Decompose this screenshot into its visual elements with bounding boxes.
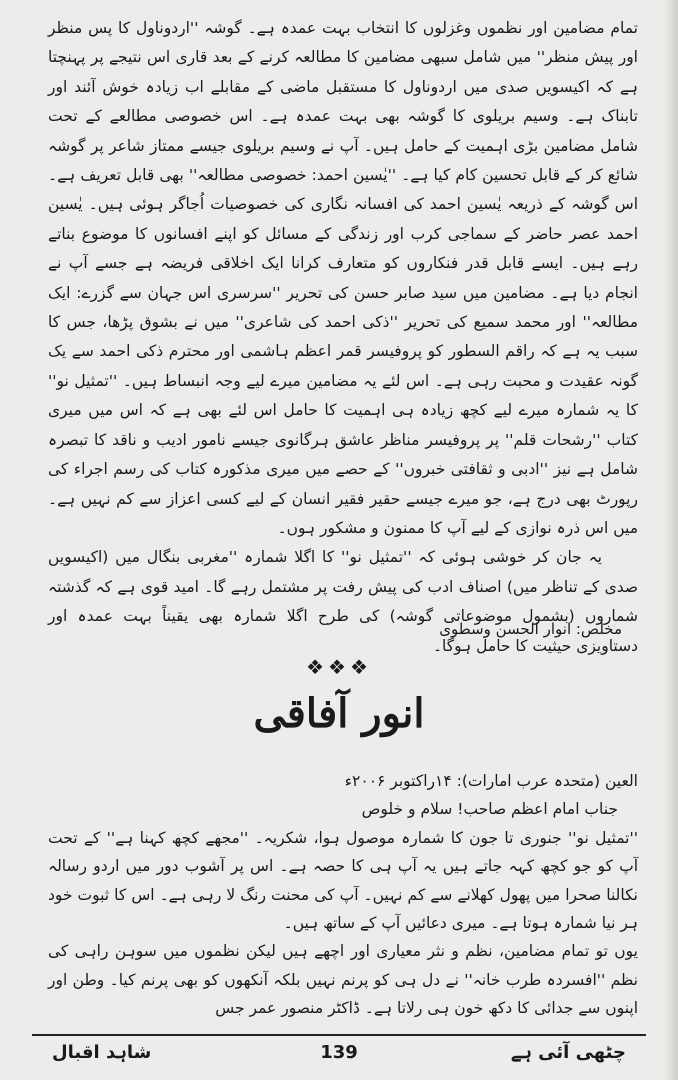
section-ornament: ❖❖❖: [306, 655, 372, 679]
page-footer: [32, 1034, 646, 1076]
signoff: مخلص: انوار الحسن وسطوی: [439, 620, 622, 638]
body-paragraph: یہ جان کر خوشی ہوئی کہ ''تمثیل نو'' کا اگلا شمارہ ''مغربی بنگال میں (اکیسویں صدی کے تناظر میں) اصناف ادب کی پیش رفت پر مشتمل رہے گا۔ امید قوی ہے کہ گذشتہ شماروں (بشمول موضوعاتی گوشہ) کی طرح اگلا شمارہ بھی یقیناً بہت عمدہ اور دستاویزی حیثیت کا حامل ہوگا۔: [48, 548, 638, 655]
footer-author: شاہد اقبال: [52, 1042, 152, 1063]
body-paragraph: تمام مضامین اور نظموں وغزلوں کا انتخاب بہت عمدہ ہے۔ گوشہ ''اردوناول کا پس منظر اور پیش منظر'' میں شامل سبھی مضامین کا مطالعہ کرنے کے بعد قاری اس نتیجے پر پہنچتا ہے کہ اکیسویں صدی میں اردوناول کا مستقبل ماضی کے مقابلے اب زیادہ خوش آئند اور تابناک ہے۔ وسیم بریلوی کا گوشہ بھی بہت عمدہ ہے۔ اس خصوصی مطالعے کے تحت شامل مضامین بڑی اہمیت کے حامل ہیں۔ آپ نے وسیم بریلوی جیسے ممتاز شاعر پر گوشہ شائع کر کے قابل تحسین کام کیا ہے۔ ''یٰسین احمد: خصوصی مطالعہ'' بھی قابل تعریف ہے۔ اس گوشہ کے ذریعہ یٰسین احمد کی افسانہ نگاری کی خصوصیات اُجاگر ہوئی ہیں۔ یٰسین احمد عصر حاضر کے سماجی کرب اور زندگی کے مسائل کو اپنے افسانوں کا موضوع بناتے رہے ہیں۔ ایسے قابل قدر فنکاروں کو متعارف کرانا ایک اخلاقی فریضہ ہے جسے آپ نے انجام دیا ہے۔ مضامین میں سید صابر حسن کی تحریر ''سرسری اس جہان سے گزرے: ایک مطالعہ'' اور محمد سمیع کی تحریر ''ذکی احمد کی شاعری'' میں نے بشوق پڑھا، جس کا سبب یہ ہے کہ راقم السطور کو پروفیسر قمر اعظم ہاشمی اور محترم ذکی احمد سے یک گونہ عقیدت و محبت رہی ہے۔ اس لئے یہ مضامین میرے لیے وجہ انبساط ہیں۔ ''تمثیل نو'' کا یہ شمارہ میرے لیے کچھ زیادہ ہی اہمیت کا حامل اس لئے بھی ہے کہ اس میں میری کتاب ''رشحات قلم'' پر پروفیسر مناظر عاشق ہرگانوی جیسے نامور ادیب و ناقد کا تبصرہ شامل ہے نیز ''ادبی و ثقافتی خبروں'' کے حصے میں میری مذکورہ کتاب کی رسم اجراء کی رپورٹ بھی درج ہے، جو میرے جیسے حقیر فقیر انسان کے لیے کسی اعزاز سے کم نہیں ہے۔ میں اس ذرہ نوازی کے لیے آپ کا ممنون و مشکور ہوں۔: [48, 19, 638, 537]
letter-paragraph: ''تمثیل نو'' جنوری تا جون کا شمارہ موصول ہوا، شکریہ۔ ''مجھے کچھ کہنا ہے'' کے تحت آپ کو جو کچھ کہہ جاتے ہیں یہ آپ ہی کا حصہ ہے۔ اس پر آشوب دور میں اردو رسالہ نکالنا صحرا میں پھول کھلانے سے کم نہیں۔ آپ کی محنت رنگ لا رہی ہے۔ اس کا ثبوت خود ہر نیا شمارہ ہوتا ہے۔ میری دعائیں آپ کے ساتھ ہیں۔: [48, 828, 638, 933]
letter-body-continued: [48, 14, 638, 661]
section-heading: انور آفاقی: [253, 690, 425, 737]
letter-salutation: جناب امام اعظم صاحب! سلام و خلوص: [361, 800, 618, 819]
letter-place-date: العین (متحدہ عرب امارات): ۱۴راکتوبر ۲۰۰۶ء: [344, 772, 638, 790]
footer-book-title: چٹھی آئی ہے: [510, 1042, 626, 1063]
page-spine-shadow: [664, 0, 678, 1080]
page-number: 139: [320, 1042, 358, 1063]
letter: [48, 767, 638, 1023]
letter-paragraph: یوں تو تمام مضامین، نظم و نثر معیاری اور اچھے ہیں لیکن نظموں میں سوہن راہی کی نظم ''افسردہ طرب خانہ'' نے دل ہی کو پرنم نہیں بلکہ آنکھوں کو بھی پرنم کیا۔ وطن اور اپنوں سے جدائی کا دکھ خون ہی رلاتا ہے۔ ڈاکٹر منصور عمر جس: [48, 942, 638, 1018]
